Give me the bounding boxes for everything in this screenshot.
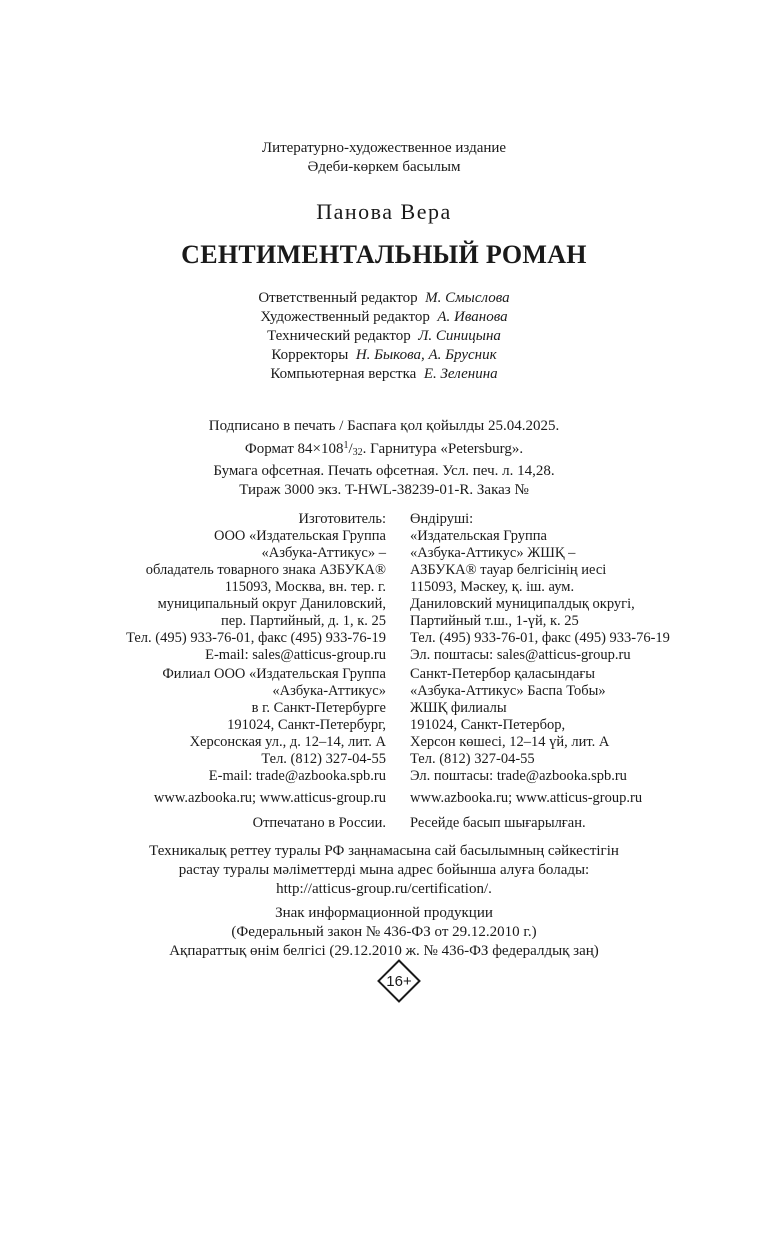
print-format (0, 436, 768, 462)
manufacturer-ru-line: обладатель товарного знака АЗБУКА® (145, 562, 386, 578)
age-rating-label: 16+ (386, 972, 412, 990)
manufacturer-ru-line: «Азбука-Аттикус» – (261, 545, 386, 561)
branch-kz-line: Тел. (812) 327-04-55 (410, 751, 535, 767)
format-suffix: . Гарнитура «Petersburg». (362, 441, 524, 457)
manufacturer-kz (410, 511, 670, 664)
manufacturer-kz-line: «Издательская Группа (410, 528, 547, 544)
credit-line (0, 327, 768, 346)
manufacturer-kz-email: Эл. поштасы: sales@atticus-group.ru (410, 647, 631, 663)
info-product-line: Знак информационной продукции (275, 905, 493, 921)
format-numerator: 1 (343, 440, 349, 451)
manufacturer-kz-line: Тел. (495) 933-76-01, факс (495) 933-76-19 (410, 630, 670, 646)
age-rating-badge (377, 959, 421, 1003)
edition-type-kz: Әдеби-көркем басылым (307, 159, 461, 175)
manufacturer-ru (126, 511, 386, 664)
branch-kz-email: Эл. поштасы: trade@azbooka.spb.ru (410, 768, 627, 784)
branch-ru-line: в г. Санкт-Петербурге (251, 700, 386, 716)
credit-name: Е. Зеленина (423, 366, 498, 382)
edition-type (0, 139, 768, 177)
branch-ru (162, 666, 386, 785)
certification-url: http://atticus-group.ru/certification/. (276, 881, 492, 897)
print-paper: Бумага офсетная. Печать офсетная. Усл. печ. л. 14,28. (213, 463, 555, 479)
manufacturer-kz-line: Партийный т.ш., 1-үй, к. 25 (410, 613, 579, 629)
branch-kz-line: ЖШҚ филиалы (410, 700, 507, 716)
printed-in-kz: Ресейде басып шығарылған. (410, 815, 586, 831)
certification-note (0, 842, 768, 899)
info-product-note (0, 904, 768, 961)
print-run: Тираж 3000 экз. T-HWL-38239-01-R. Заказ № (239, 482, 529, 498)
format-denominator: 32 (352, 447, 363, 458)
website-links-kz: www.azbooka.ru; www.atticus-group.ru (410, 790, 643, 806)
manufacturer-kz-line: АЗБУКА® тауар белгісінің иесі (410, 562, 607, 578)
credits (0, 289, 768, 384)
manufacturer-ru-email: E-mail: sales@atticus-group.ru (205, 647, 386, 663)
manufacturer-kz-line: 115093, Мәскеу, қ. іш. аум. (410, 579, 575, 595)
credit-role: Компьютерная верстка (270, 366, 417, 382)
print-signed: Подписано в печать / Баспаға қол қойылды 25.04.2025. (208, 418, 560, 434)
credit-name: Н. Быкова, А. Брусник (355, 347, 497, 363)
info-product-line: Ақпараттық өнім белгісі (29.12.2010 ж. № 436-ФЗ федералдық заң) (169, 943, 599, 959)
manufacturer-kz-line: Өндіруші: (410, 511, 474, 527)
credit-line (0, 346, 768, 365)
manufacturer-kz-line: Даниловский муниципалдық округі, (410, 596, 635, 612)
edition-type-ru: Литературно-художественное издание (261, 140, 507, 156)
manufacturer-ru-line: пер. Партийный, д. 1, к. 25 (221, 613, 386, 629)
branch-ru-email: E-mail: trade@azbooka.spb.ru (208, 768, 386, 784)
manufacturer-ru-line: муниципальный округ Даниловский, (157, 596, 386, 612)
print-info (0, 417, 768, 500)
website-links-ru: www.azbooka.ru; www.atticus-group.ru (153, 790, 386, 806)
manufacturer-kz-line: «Азбука-Аттикус» ЖШҚ – (410, 545, 576, 561)
format-separator: / (348, 441, 353, 457)
format-prefix: Формат 84×108 (244, 441, 344, 457)
credit-role: Ответственный редактор (258, 290, 418, 306)
book-title: СЕНТИМЕНТАЛЬНЫЙ РОМАН (181, 240, 587, 269)
credit-line (0, 289, 768, 308)
credit-name: М. Смыслова (425, 290, 510, 306)
credit-name: Л. Синицына (418, 328, 501, 344)
credit-line (0, 308, 768, 327)
credit-role: Технический редактор (267, 328, 411, 344)
branch-kz-line: 191024, Санкт-Петербор, (410, 717, 566, 733)
branch-kz-line: Санкт-Петербор қаласындағы (410, 666, 596, 682)
manufacturer-ru-line: Изготовитель: (298, 511, 386, 527)
credit-role: Художественный редактор (260, 309, 430, 325)
branch-ru-line: Филиал ООО «Издательская Группа (162, 666, 386, 682)
branch-ru-line: Тел. (812) 327-04-55 (261, 751, 386, 767)
branch-ru-line: 191024, Санкт-Петербург, (227, 717, 386, 733)
branch-kz-line: «Азбука-Аттикус» Баспа Тобы» (410, 683, 606, 699)
manufacturer-ru-line: 115093, Москва, вн. тер. г. (224, 579, 386, 595)
credit-role: Корректоры (271, 347, 349, 363)
credit-name: А. Иванова (437, 309, 508, 325)
branch-ru-line: «Азбука-Аттикус» (272, 683, 386, 699)
info-product-line: (Федеральный закон № 436-ФЗ от 29.12.2010 г.) (231, 924, 537, 940)
branch-kz (410, 666, 627, 785)
manufacturer-ru-line: Тел. (495) 933-76-01, факс (495) 933-76-19 (126, 630, 386, 646)
branch-ru-line: Херсонская ул., д. 12–14, лит. А (189, 734, 386, 750)
branch-kz-line: Херсон көшесі, 12–14 үй, лит. А (410, 734, 610, 750)
credit-line (0, 365, 768, 384)
certification-line: Техникалық реттеу туралы РФ заңнамасына сай басылымның сәйкестігін (149, 843, 619, 859)
manufacturer-ru-line: ООО «Издательская Группа (213, 528, 386, 544)
certification-line: растау туралы мәліметтерді мына адрес бойынша алуға болады: (178, 862, 590, 878)
printed-in-ru: Отпечатано в России. (252, 815, 386, 831)
author-name: Панова Вера (316, 199, 452, 224)
